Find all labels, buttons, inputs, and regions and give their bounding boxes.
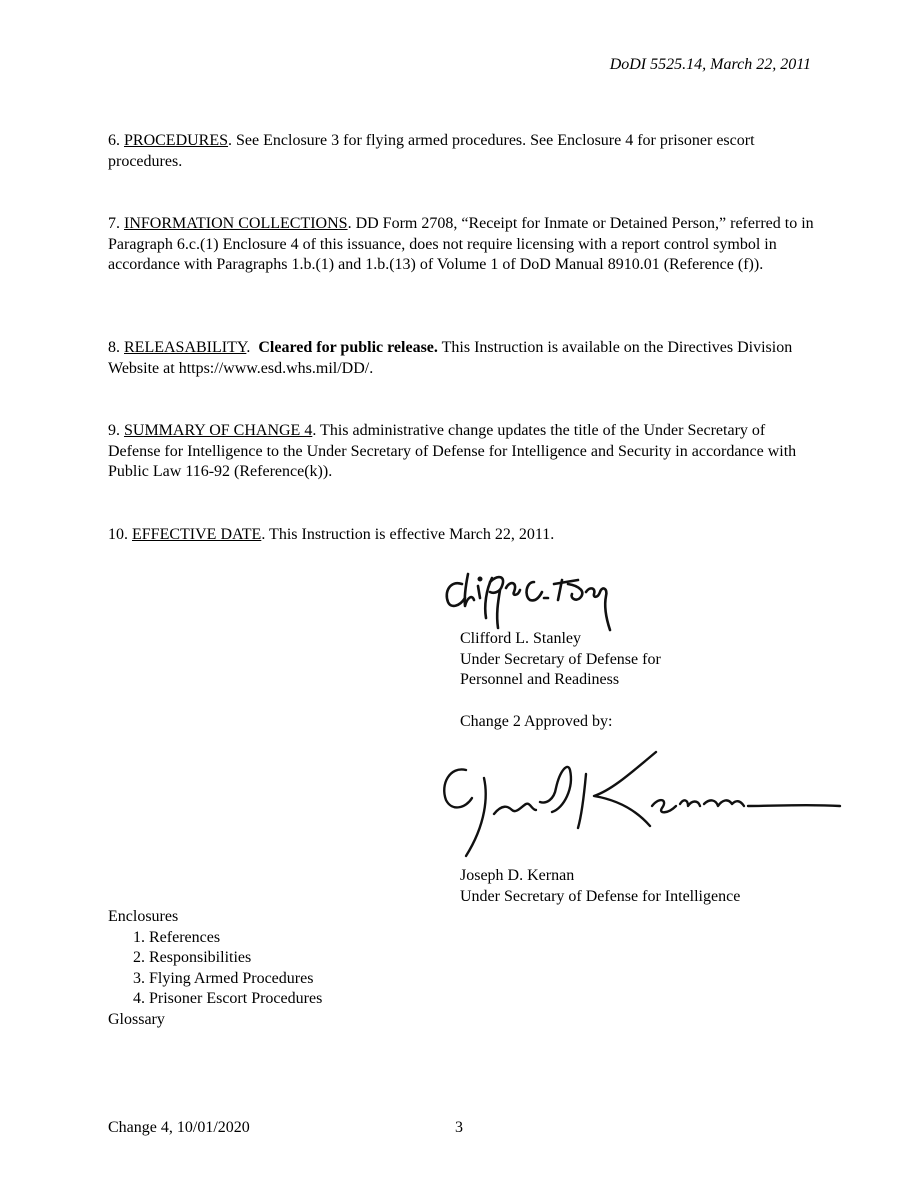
enclosure-item: 1. References	[133, 928, 221, 946]
section-bold-text: Cleared for public release.	[258, 339, 438, 356]
section-text: This Instruction is available on the Directives Division Website at https://www.esd.whs.mil/DD/.	[108, 339, 793, 377]
enclosure-item: 3. Flying Armed Procedures	[133, 969, 314, 987]
glossary-label: Glossary	[108, 1010, 165, 1028]
section-text: . This administrative change updates the title of the Under Secretary of Defense for Intelligence to the Under Secretary of Defense for Intelligence and Security in accordance with Public Law 116-92 (Reference(k)).	[108, 422, 797, 480]
footer-page-number: 3	[455, 1119, 463, 1136]
section-number: 8.	[108, 339, 120, 356]
section-number: 9.	[108, 422, 120, 439]
signatory-title: Under Secretary of Defense for	[460, 650, 661, 668]
section-number: 7.	[108, 215, 120, 232]
section-releasability	[108, 338, 818, 379]
change-2-approved-label: Change 2 Approved by:	[460, 713, 613, 730]
section-procedures	[108, 131, 818, 172]
signatory-title: Under Secretary of Defense for Intelligence	[460, 887, 741, 905]
enclosures-label: Enclosures	[108, 908, 179, 925]
section-effective-date	[108, 525, 818, 546]
section-information-collections	[108, 214, 818, 276]
section-text: . DD Form 2708, “Receipt for Inmate or Detained Person,” referred to in Paragraph 6.c.(1) Enclosure 4 of this issuance, does not require licensing with a report control symbol in accordance with Paragraphs 1.b.(1) and 1.b.(13) of Volume 1 of DoD Manual 8910.01 (Reference (f)).	[108, 215, 814, 273]
section-text: . This Instruction is effective March 22, 2011.	[261, 526, 555, 543]
section-heading: SUMMARY OF CHANGE 4	[124, 422, 313, 439]
signature-block-stanley	[460, 629, 860, 691]
section-heading: PROCEDURES	[124, 132, 229, 149]
signature-block-kernan	[460, 866, 860, 907]
section-heading: RELEASABILITY	[124, 339, 247, 356]
section-heading: EFFECTIVE DATE	[132, 526, 262, 543]
signatory-name: Joseph D. Kernan	[460, 867, 575, 884]
signatory-name: Clifford L. Stanley	[460, 630, 582, 647]
enclosure-item: 4. Prisoner Escort Procedures	[133, 990, 323, 1007]
page-header-citation: DoDI 5525.14, March 22, 2011	[609, 56, 811, 73]
section-text: . See Enclosure 3 for flying armed procedures. See Enclosure 4 for prisoner escort procedures.	[108, 132, 755, 170]
section-summary-of-change	[108, 421, 818, 483]
enclosure-item: 2. Responsibilities	[133, 949, 252, 966]
signature-kernan-image	[436, 744, 846, 862]
section-number: 6.	[108, 132, 120, 149]
enclosures-list	[108, 907, 322, 1030]
section-separator: .	[246, 339, 259, 356]
section-number: 10.	[108, 526, 128, 543]
section-heading: INFORMATION COLLECTIONS	[124, 215, 348, 232]
signature-stanley-image	[440, 562, 650, 634]
signatory-title: Personnel and Readiness	[460, 671, 620, 688]
footer-change: Change 4, 10/01/2020	[108, 1119, 250, 1136]
